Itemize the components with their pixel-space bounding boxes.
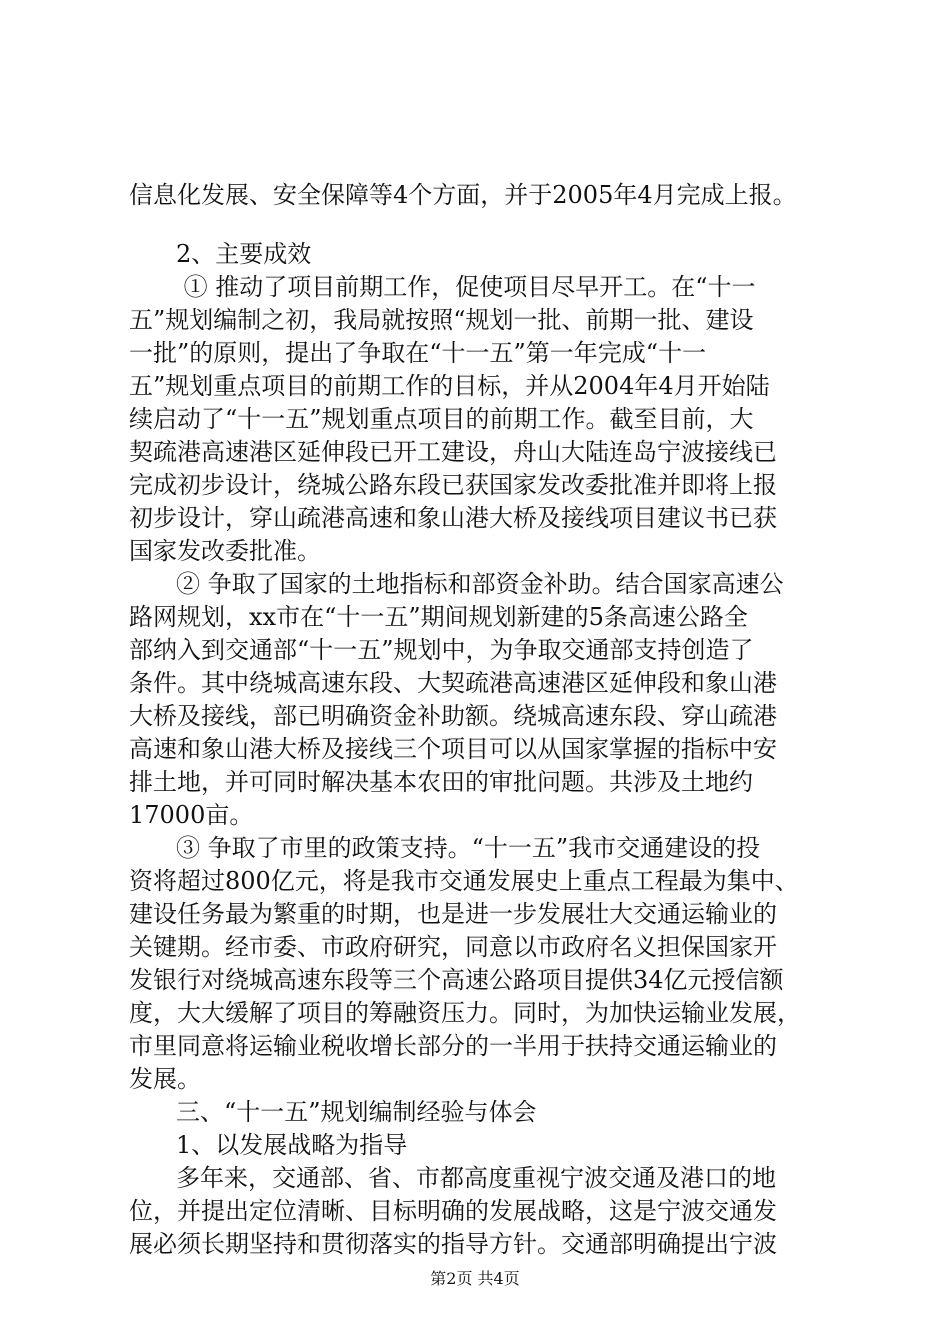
text-line: 五”规划编制之初，我局就按照“规划一批、前期一批、建设 <box>129 306 754 334</box>
text-line: 路网规划，xx市在“十一五”期间规划新建的5条高速公路全 <box>129 603 748 631</box>
text-line: 位，并提出定位清晰、目标明确的发展战略，这是宁波交通发 <box>129 1197 777 1225</box>
text-line: 多年来，交通部、省、市都高度重视宁波交通及港口的地 <box>176 1164 776 1192</box>
text-line: 度，大大缓解了项目的筹融资压力。同时，为加快运输业发展， <box>129 999 801 1027</box>
text-line: 续启动了“十一五”规划重点项目的前期工作。截至目前，大 <box>129 405 754 433</box>
text-line: 条件。其中绕城高速东段、大契疏港高速港区延伸段和象山港 <box>129 669 777 697</box>
text-line: 高速和象山港大桥及接线三个项目可以从国家掌握的指标中安 <box>129 735 777 763</box>
text-line: ① 推动了项目前期工作，促使项目尽早开工。在“十一 <box>176 273 756 301</box>
text-line: 市里同意将运输业税收增长部分的一半用于扶持交通运输业的 <box>129 1032 777 1060</box>
text-line: 部纳入到交通部“十一五”规划中，为争取交通部支持创造了 <box>129 636 754 664</box>
text-line: 契疏港高速港区延伸段已开工建设，舟山大陆连岛宁波接线已 <box>129 438 777 466</box>
text-line: 排土地，并可同时解决基本农田的审批问题。共涉及土地约 <box>129 768 753 796</box>
section-heading: 2、主要成效 <box>176 240 312 268</box>
text-line: 信息化发展、安全保障等4个方面，并于2005年4月完成上报。 <box>129 181 797 209</box>
section-heading: 三、“十一五”规划编制经验与体会 <box>176 1098 537 1126</box>
text-line: 发展。 <box>129 1065 201 1093</box>
text-line: 发银行对绕城高速东段等三个高速公路项目提供34亿元授信额 <box>129 966 784 994</box>
text-line: 初步设计，穿山疏港高速和象山港大桥及接线项目建议书已获 <box>129 504 777 532</box>
text-line: 关键期。经市委、市政府研究，同意以市政府名义担保国家开 <box>129 933 777 961</box>
text-line: 一批”的原则，提出了争取在“十一五”第一年完成“十一 <box>129 339 707 367</box>
text-line: 国家发改委批准。 <box>129 537 321 565</box>
text-line: 资将超过800亿元，将是我市交通发展史上重点工程最为集中、 <box>129 867 799 895</box>
text-line: ③ 争取了市里的政策支持。“十一五”我市交通建设的投 <box>176 834 761 862</box>
text-line: 完成初步设计，绕城公路东段已获国家发改委批准并即将上报 <box>129 471 777 499</box>
text-line: ② 争取了国家的土地指标和部资金补助。结合国家高速公 <box>176 570 784 598</box>
text-line: 大桥及接线，部已明确资金补助额。绕城高速东段、穿山疏港 <box>129 702 777 730</box>
text-line: 建设任务最为繁重的时期，也是进一步发展壮大交通运输业的 <box>129 900 777 928</box>
text-line: 展必须长期坚持和贯彻落实的指导方针。交通部明确提出宁波 <box>129 1230 777 1258</box>
section-heading: 1、以发展战略为指导 <box>176 1131 408 1159</box>
text-line: 五”规划重点项目的前期工作的目标，并从2004年4月开始陆 <box>129 372 770 400</box>
page-number-footer: 第2页 共4页 <box>430 1269 520 1288</box>
text-line: 17000亩。 <box>129 801 254 829</box>
